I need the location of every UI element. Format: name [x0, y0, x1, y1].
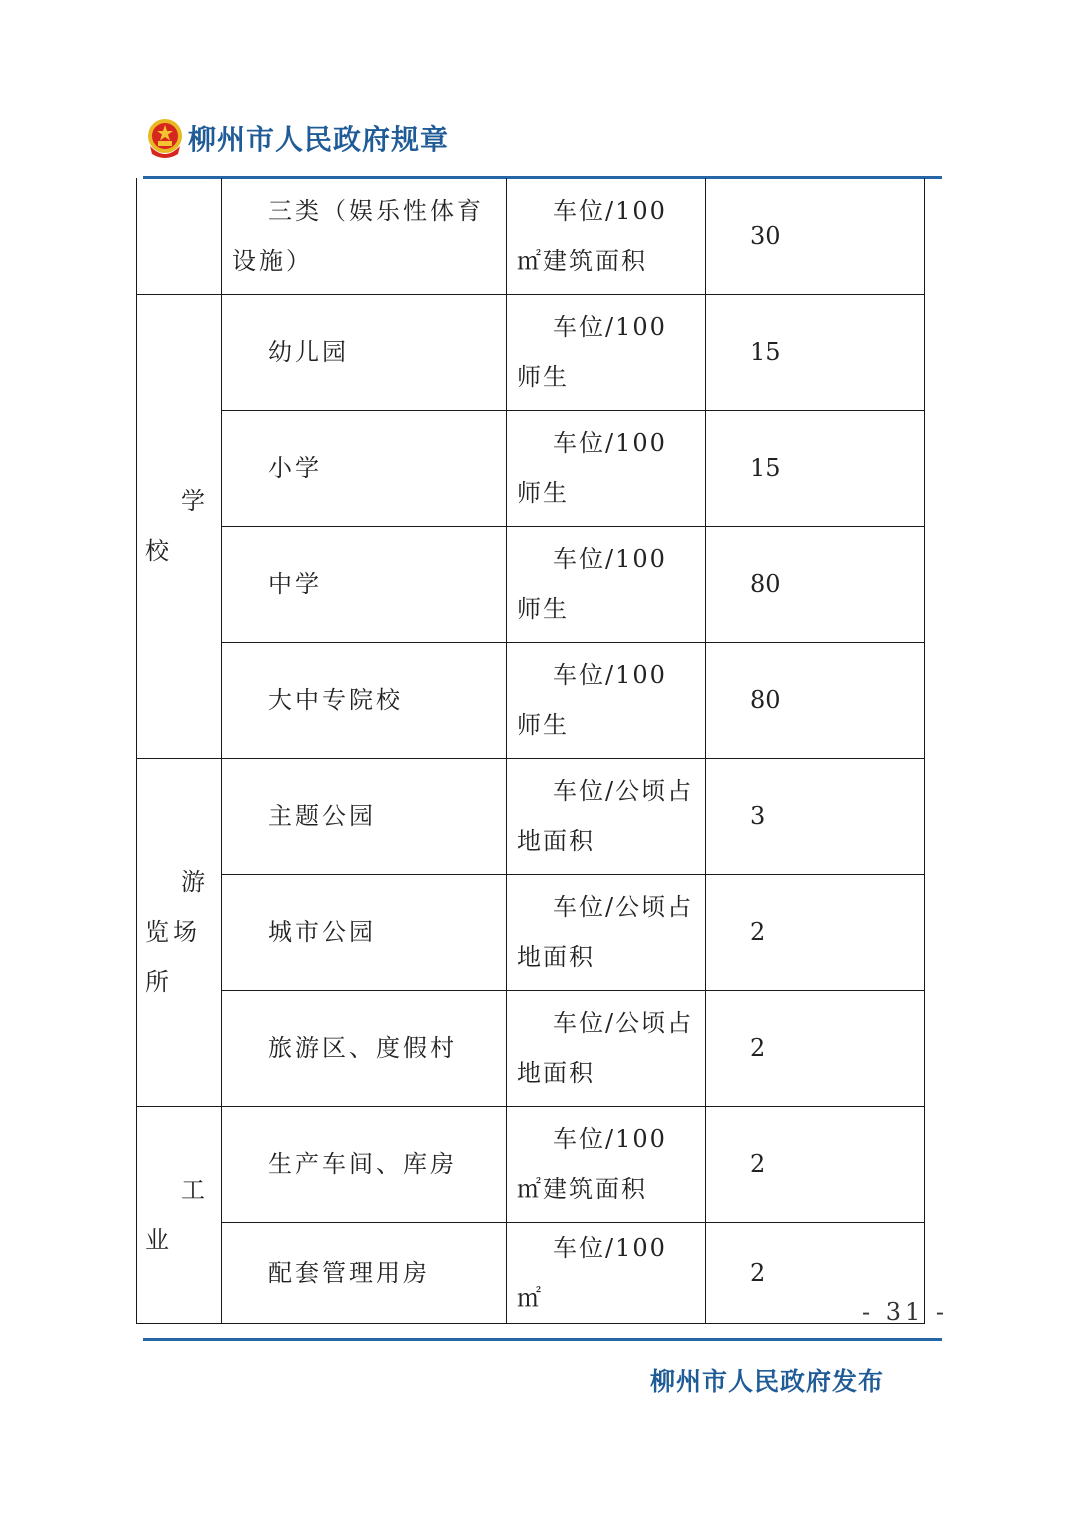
facility-name: 主题公园	[222, 758, 507, 874]
unit-cell: 车位/100 ㎡	[507, 1222, 706, 1323]
facility-name: 配套管理用房	[222, 1222, 507, 1323]
table-row	[137, 178, 925, 294]
unit-cell: 车位/100 师生	[507, 294, 706, 410]
category-scenic-places: 游览场所	[137, 758, 222, 1106]
table-row	[137, 410, 925, 526]
footer-rule	[143, 1338, 942, 1341]
facility-name: 生产车间、库房	[222, 1106, 507, 1222]
value-cell: 3	[706, 758, 925, 874]
value-cell: 80	[706, 642, 925, 758]
footer-publisher: 柳州市人民政府发布	[650, 1367, 885, 1396]
unit-cell: 车位/100 师生	[507, 410, 706, 526]
document-header	[146, 112, 449, 164]
value-cell: 2	[706, 1106, 925, 1222]
facility-name: 旅游区、度假村	[222, 990, 507, 1106]
category-industry: 工业	[137, 1106, 222, 1323]
unit-cell: 车位/公顷占地面积	[507, 990, 706, 1106]
value-cell: 30	[706, 178, 925, 294]
national-emblem-icon	[146, 116, 184, 160]
table-row	[137, 758, 925, 874]
table-row	[137, 1222, 925, 1323]
category-school: 学校	[137, 294, 222, 758]
facility-name: 城市公园	[222, 874, 507, 990]
unit-cell: 车位/公顷占地面积	[507, 874, 706, 990]
unit-cell: 车位/100 师生	[507, 526, 706, 642]
facility-name: 三类（娱乐性体育设施）	[222, 178, 507, 294]
value-cell: 2	[706, 990, 925, 1106]
value-cell: 15	[706, 294, 925, 410]
unit-cell: 车位/公顷占地面积	[507, 758, 706, 874]
unit-cell: 车位/100 ㎡建筑面积	[507, 1106, 706, 1222]
table-row	[137, 874, 925, 990]
header-title: 柳州市人民政府规章	[188, 123, 450, 156]
table-row	[137, 1106, 925, 1222]
unit-cell: 车位/100 师生	[507, 642, 706, 758]
value-cell: 80	[706, 526, 925, 642]
table-row	[137, 294, 925, 410]
unit-cell: 车位/100 ㎡建筑面积	[507, 178, 706, 294]
value-cell: 2	[706, 1222, 925, 1323]
category-cell-empty	[137, 178, 222, 294]
value-cell: 2	[706, 874, 925, 990]
table-row	[137, 990, 925, 1106]
table-row	[137, 526, 925, 642]
facility-name: 幼儿园	[222, 294, 507, 410]
value-cell: 15	[706, 410, 925, 526]
table-row	[137, 642, 925, 758]
facility-name: 小学	[222, 410, 507, 526]
page-number: - 31 -	[862, 1298, 949, 1326]
facility-name: 中学	[222, 526, 507, 642]
parking-standard-table	[136, 178, 925, 1324]
facility-name: 大中专院校	[222, 642, 507, 758]
